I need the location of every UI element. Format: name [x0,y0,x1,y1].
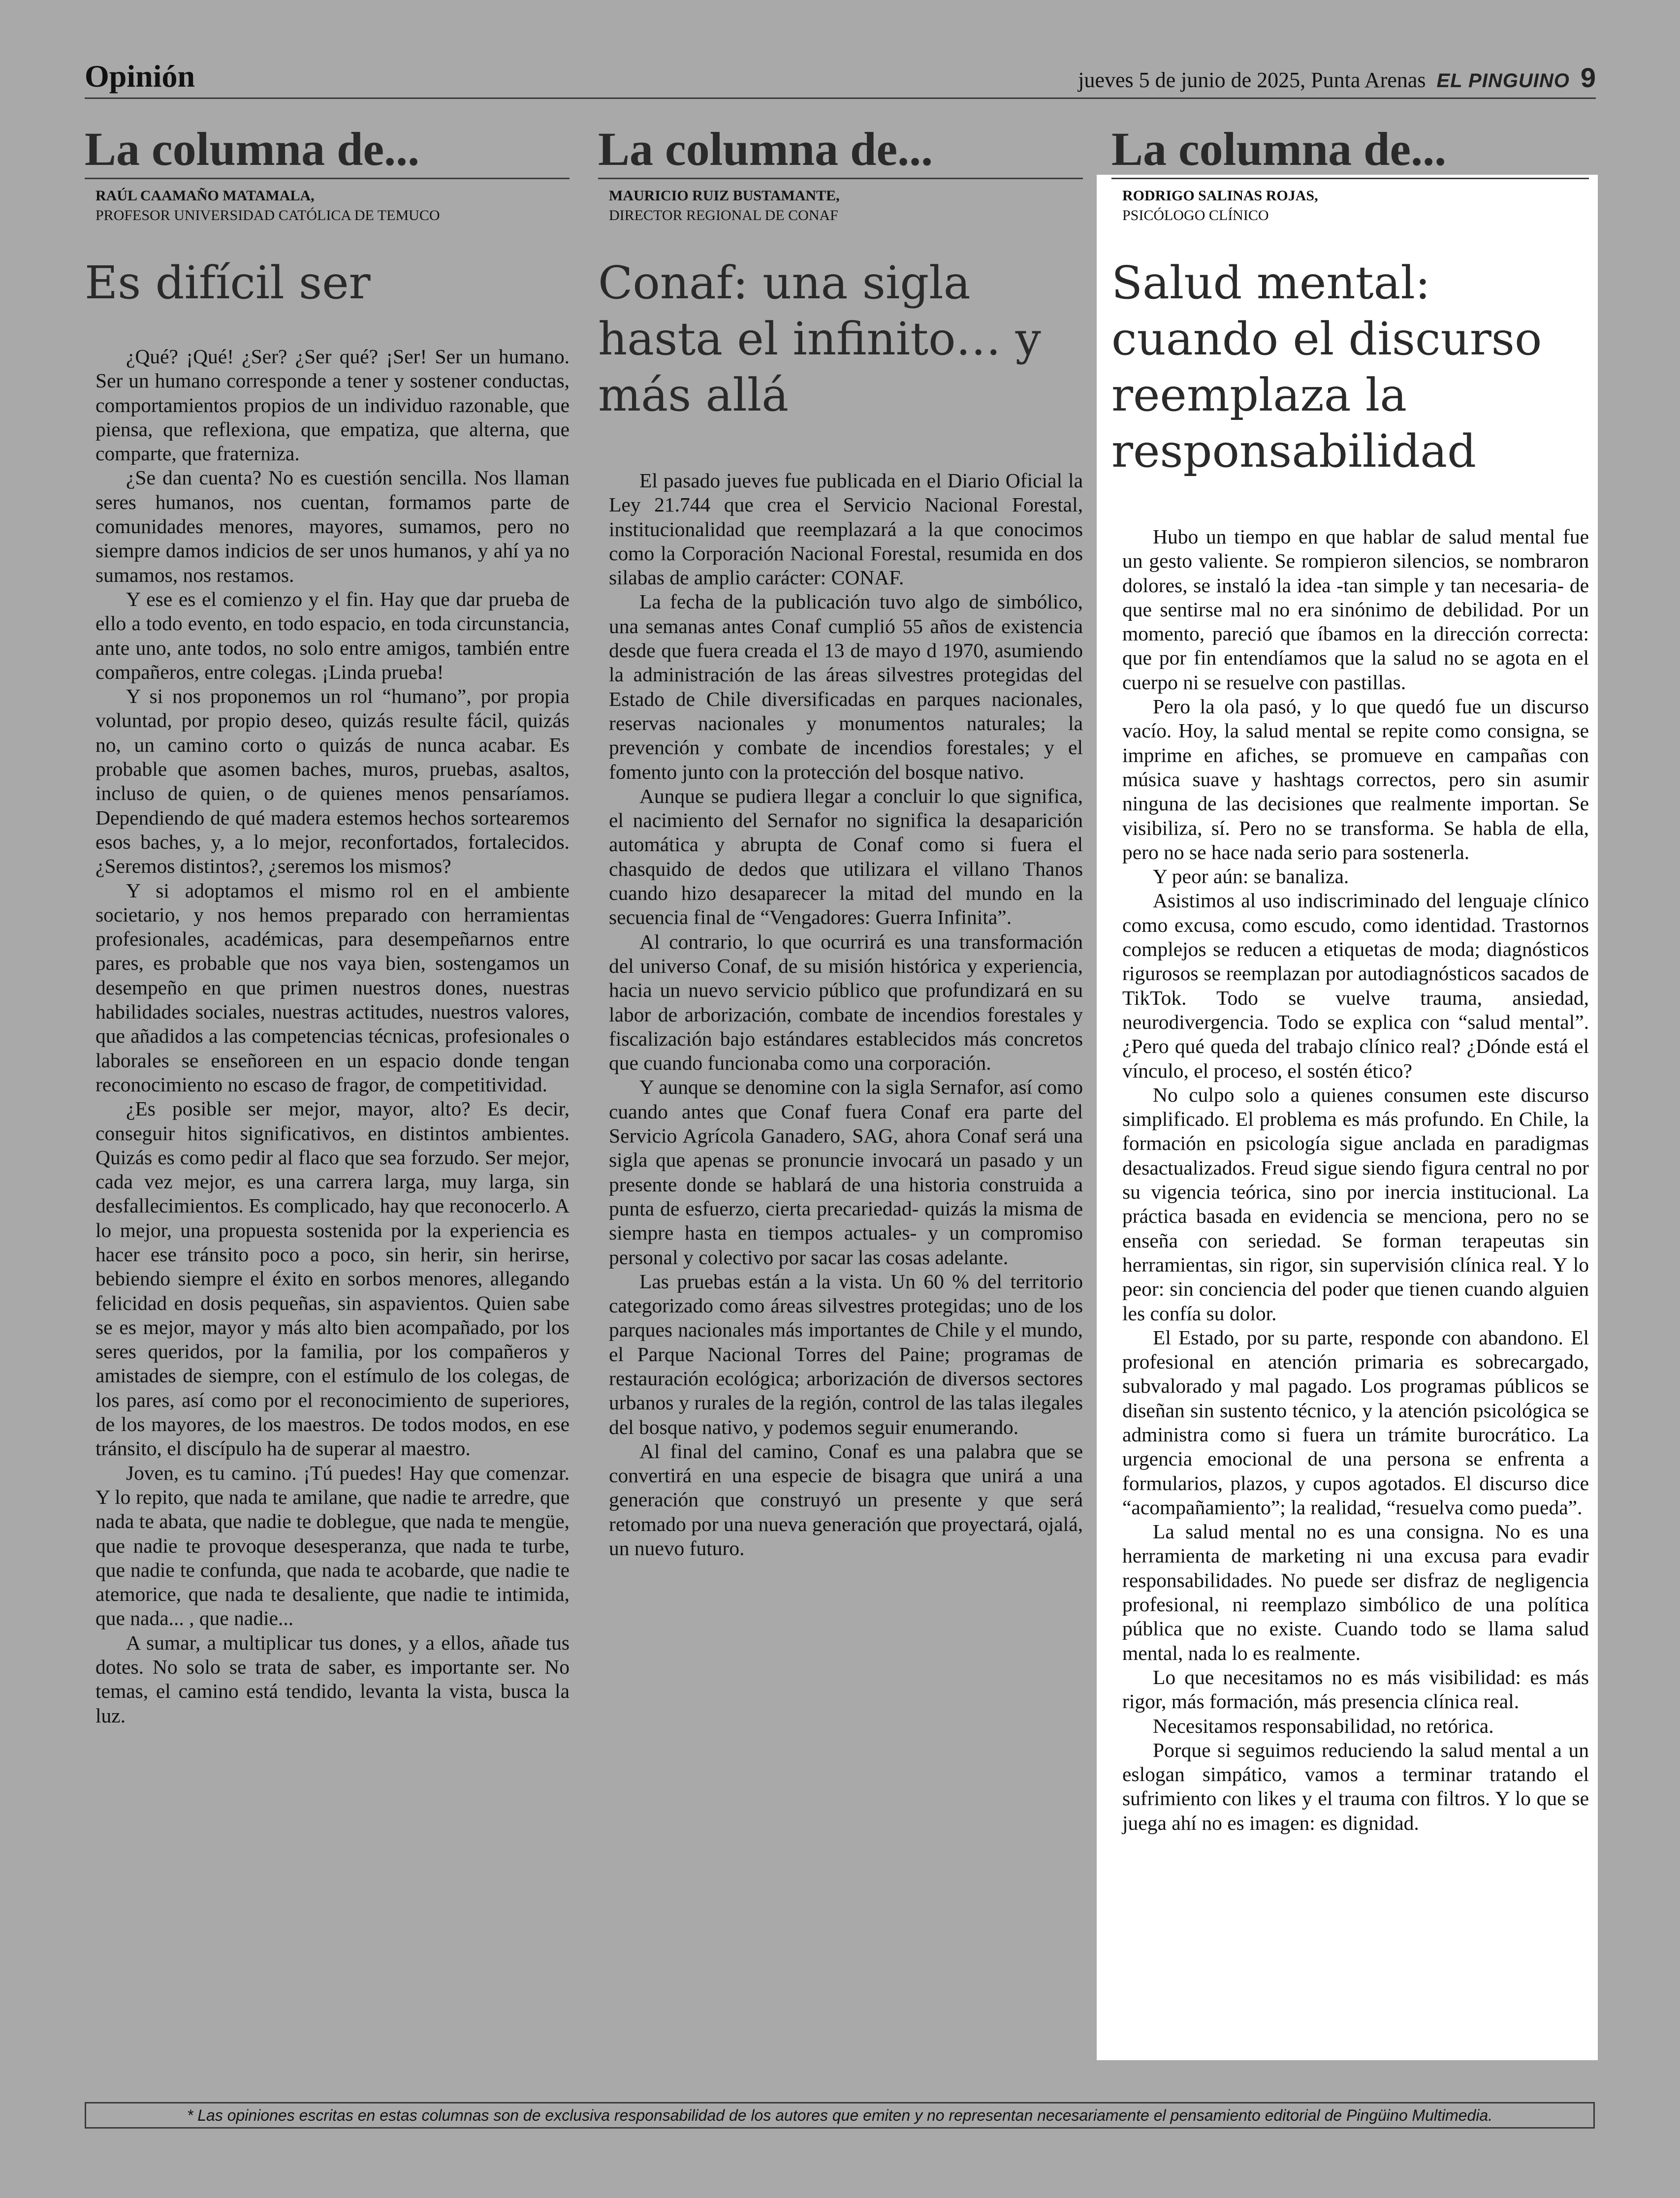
paragraph: A sumar, a multiplicar tus dones, y a ellos, añade tus dotes. No solo se trata de saber, es importante ser. No temas, el camino está tendido, levanta la vista, busca la luz. [95,1631,570,1727]
paragraph: No culpo solo a quienes consumen este discurso simplificado. El problema es más profundo. En Chile, la formación en psicología sigue anclada en paradigmas desactualizados. Freud sigue siendo figura central no por su vigencia teórica, sino por inercia institucional. La práctica basada en evidencia se menciona, pero no se enseña con seriedad. Se forman terapeutas sin herramientas, sin rigor, sin supervisión clínica real. Y lo peor: sin conciencia del poder que tienen cuando alguien les confía su dolor. [1122,1083,1589,1325]
paragraph: Necesitamos responsabilidad, no retórica. [1153,1714,1494,1737]
column-kicker: La columna de... [1111,126,1589,179]
paragraph: Y ese es el comienzo y el fin. Hay que dar prueba de ello a todo evento, en todo espacio, en toda circunstancia, ante uno, ante todos, no solo entre amigos, también entre compañeros, entre colegas. ¡Linda prueba! [95,587,570,683]
newspaper-brand: EL PINGUINO [1436,70,1570,92]
paragraph: Las pruebas están a la vista. Un 60 % del territorio categorizado como áreas silvestres protegidas; uno de los parques nacionales más importantes de Chile y el mundo, el Parque Nacional Torres del Paine; programas de restauración ecológica; arborización de diversos sectores urbanos y rurales de la región, control de las talas ilegales del bosque nativo, y podemos seguir enumerando. [609,1270,1083,1438]
paragraph: ¿Es posible ser mejor, mayor, alto? Es decir, conseguir hitos significativos, en distintos ambientes. Quizás es como pedir al flaco que sea forzudo. Ser mejor, cada vez mejor, es una carrera larga, muy larga, sin desfallecimientos. Es complicado, hay que reconocerlo. A lo mejor, una propuesta sostenida por la experiencia es hacer ese tránsito poco a poco, sin herir, sin herirse, bebiendo siempre el éxito en sorbos menores, allegando felicidad en dosis pequeñas, sin aspavientos. Quien sabe se es mejor, mayor y más alto bien acompañado, por los seres queridos, por la familia, por los compañeros y amistades de siempre, con el estímulo de los colegas, de los pares, así como por el reconocimiento de superiores, de los mayores, de los maestros. De todos modos, en ese tránsito, el discípulo ha de superar al maestro. [95,1097,570,1460]
article-body [85,345,570,1728]
paragraph: Y aunque se denomine con la sigla Sernafor, así como cuando antes que Conaf fuera Conaf era parte del Servicio Agrícola Ganadero, SAG, ahora Conaf será una sigla que apenas se pronuncie invocará un pasado y un presente donde se hablará de una historia construida a punta de esfuerzo, cierta precariedad- quizás la misma de siempre hasta en tiempos actuales- y un compromiso personal y colectivo por sacar las cosas adelante. [609,1076,1083,1269]
column-1 [85,123,570,1728]
section-title: Opinión [85,59,195,94]
paragraph: Al final del camino, Conaf es una palabra que se convertirá en una especie de bisagra que unirá a una generación que construyó un presente y que será retomado por una nueva generación que proyectará, ojalá, un nuevo futuro. [609,1439,1083,1560]
author-role: DIRECTOR REGIONAL DE CONAF [609,207,838,223]
paragraph: El pasado jueves fue publicada en el Diario Oficial la Ley 21.744 que crea el Servicio Nacional Forestal, institucionalidad que reemplazará a la que conocimos como la Corporación Nacional Forestal, resumida en dos silabas de amplio carácter: CONAF. [609,469,1083,589]
publication-date: jueves 5 de junio de 2025, Punta Arenas [1078,68,1426,92]
author-block [598,186,1083,225]
paragraph: Y si adoptamos el mismo rol en el ambiente societario, y nos hemos preparado con herramientas profesionales, académicas, para desempeñarnos entre pares, es probable que nos vaya bien, sostengamos un desempeño en que primen nuestros dones, nuestras habilidades sociales, nuestras actitudes, nuestros valores, que añadidos a las competencias técnicas, profesionales o laborales se enseñoreen en un espacio donde tengan reconocimiento no escaso de fragor, de competitividad. [95,879,570,1096]
column-2 [598,123,1083,1561]
header-dateline [1078,62,1596,94]
page-header [85,60,1596,99]
paragraph: Joven, es tu camino. ¡Tú puedes! Hay que comenzar. Y lo repito, que nada te amilane, que nadie te arredre, que nada te abata, que nadie te doblegue, que nada te mengüe, que nadie te provoque desesperanza, que nada te turbe, que nadie te confunda, que nada te acobarde, que nadie te atemorice, que nada te desaliente, que nadie te intimida, que nada... , que nadie... [95,1461,570,1630]
article-body [598,469,1083,1561]
author-role: PSICÓLOGO CLÍNICO [1122,207,1269,223]
paragraph: Lo que necesitamos no es más visibilidad: es más rigor, más formación, más presencia clínica real. [1122,1665,1589,1713]
paragraph: Pero la ola pasó, y lo que quedó fue un discurso vacío. Hoy, la salud mental se repite como consigna, se imprime en afiches, se promueve en campañas con música suave y hashtags correctos, pero sin asumir ninguna de las decisiones que realmente importan. Se visibiliza, sí. Pero no se transforma. Se habla de ella, pero no se hace nada serio para sostenerla. [1122,695,1589,863]
paragraph: Y peor aún: se banaliza. [1153,865,1349,888]
footer-disclaimer: * Las opiniones escritas en estas columnas son de exclusiva responsabilidad de los autores que emiten y no representan necesariamente el pensamiento editorial de Pingüino Multimedia. [85,2102,1595,2129]
column-3 [1111,123,1589,1835]
author-block [1111,186,1589,225]
paragraph: Y si nos proponemos un rol “humano”, por propia voluntad, por propio deseo, quizás resulte fácil, quizás no, un camino corto o quizás de nunca acabar. Es probable que asomen baches, muros, pruebas, asaltos, incluso de quien, o de quienes menos pensaríamos. Dependiendo de qué madera estemos hechos sortearemos esos baches, y, a lo mejor, reconfortados, fortalecidos. ¿Seremos distintos?, ¿seremos los mismos? [95,685,570,878]
paragraph: Hubo un tiempo en que hablar de salud mental fue un gesto valiente. Se rompieron silencios, se nombraron dolores, se instaló la idea -tan simple y tan necesaria- de que sentirse mal no era sinónimo de debilidad. Por un momento, pareció que íbamos en la dirección correcta: que por fin entendíamos que la salud no se agota en el cuerpo ni se resuelve con pastillas. [1122,525,1589,694]
paragraph: La fecha de la publicación tuvo algo de simbólico, una semanas antes Conaf cumplió 55 años de existencia desde que fuera creada el 13 de mayo d 1970, asumiendo la administración de las áreas silvestres protegidas del Estado de Chile diversificadas en parques nacionales, reservas nacionales y monumentos naturales; la prevención y combate de incendios forestales; y el fomento junto con la protección del bosque nativo. [609,590,1083,783]
column-kicker: La columna de... [598,126,1083,179]
paragraph: La salud mental no es una consigna. No es una herramienta de marketing ni una excusa para evadir responsabilidades. No puede ser disfraz de negligencia profesional, ni reemplazo simbólico de una política pública que no existe. Cuando todo se llama salud mental, nada lo es realmente. [1122,1520,1589,1664]
article-title: Es difícil ser [85,256,371,309]
article-title: Conaf: una sigla hasta el infinito… y más allá [598,256,1041,421]
paragraph: El Estado, por su parte, responde con abandono. El profesional en atención primaria es sobrecargado, subvalorado y mal pagado. Los programas públicos se diseñan sin sustento técnico, y la atención psicológica se administra como si fuera un trámite burocrático. La urgencia emocional de una persona se enfrenta a formularios, plazos, y cupos agotados. El discurso dice “acompañamiento”; la realidad, “resuelva como pueda”. [1122,1326,1589,1519]
paragraph: ¿Se dan cuenta? No es cuestión sencilla. Nos llaman seres humanos, nos cuentan, formamos parte de comunidades menores, mayores, sumamos, pero no siempre damos indicios de ser unos humanos, y ahí ya no sumamos, nos restamos. [95,466,570,586]
author-block [85,186,570,225]
paragraph: Asistimos al uso indiscriminado del lenguaje clínico como excusa, como escudo, como identidad. Trastornos complejos se reducen a etiquetas de moda; diagnósticos rigurosos se reemplazan por autodiagnósticos sacados de TikTok. Todo se vuelve trauma, ansiedad, neurodivergencia. Todo se explica con “salud mental”. ¿Pero qué queda del trabajo clínico real? ¿Dónde está el vínculo, el proceso, el sostén ético? [1122,889,1589,1082]
paragraph: Porque si seguimos reduciendo la salud mental a un eslogan simpático, vamos a terminar tratando el sufrimiento con likes y el trauma con filtros. Y lo que se juega ahí no es imagen: es dignidad. [1122,1738,1589,1834]
page-number: 9 [1580,62,1596,93]
author-name: RODRIGO SALINAS ROJAS, [1122,188,1318,204]
article-title: Salud mental: cuando el discurso reemplaza la responsabilidad [1111,256,1542,478]
paragraph: ¿Qué? ¡Qué! ¿Ser? ¿Ser qué? ¡Ser! Ser un humano. Ser un humano corresponde a tener y sostener conductas, comportamientos propios de un individuo razonable, que piensa, que reflexiona, que empatiza, que alterna, que comparte, que fraterniza. [95,345,570,465]
paragraph: Al contrario, lo que ocurrirá es una transformación del universo Conaf, de su misión histórica y experiencia, hacia un nuevo servicio público que profundizará en su labor de arborización, combate de incendios forestales y fiscalización bajo estándares establecidos más concretos que cuando funcionaba como una corporación. [609,930,1083,1075]
paragraph: Aunque se pudiera llegar a concluir lo que significa, el nacimiento del Sernafor no significa la desaparición automática y abrupta de Conaf como si fuera el chasquido de dedos que utilizara el villano Thanos cuando hizo desaparecer la mitad del mundo en la secuencia final de “Vengadores: Guerra Infinita”. [609,784,1083,929]
column-kicker: La columna de... [85,126,570,179]
article-body [1111,525,1589,1835]
author-name: RAÚL CAAMAÑO MATAMALA, [95,188,315,204]
author-role: PROFESOR UNIVERSIDAD CATÓLICA DE TEMUCO [95,207,440,223]
author-name: MAURICIO RUIZ BUSTAMANTE, [609,188,840,204]
